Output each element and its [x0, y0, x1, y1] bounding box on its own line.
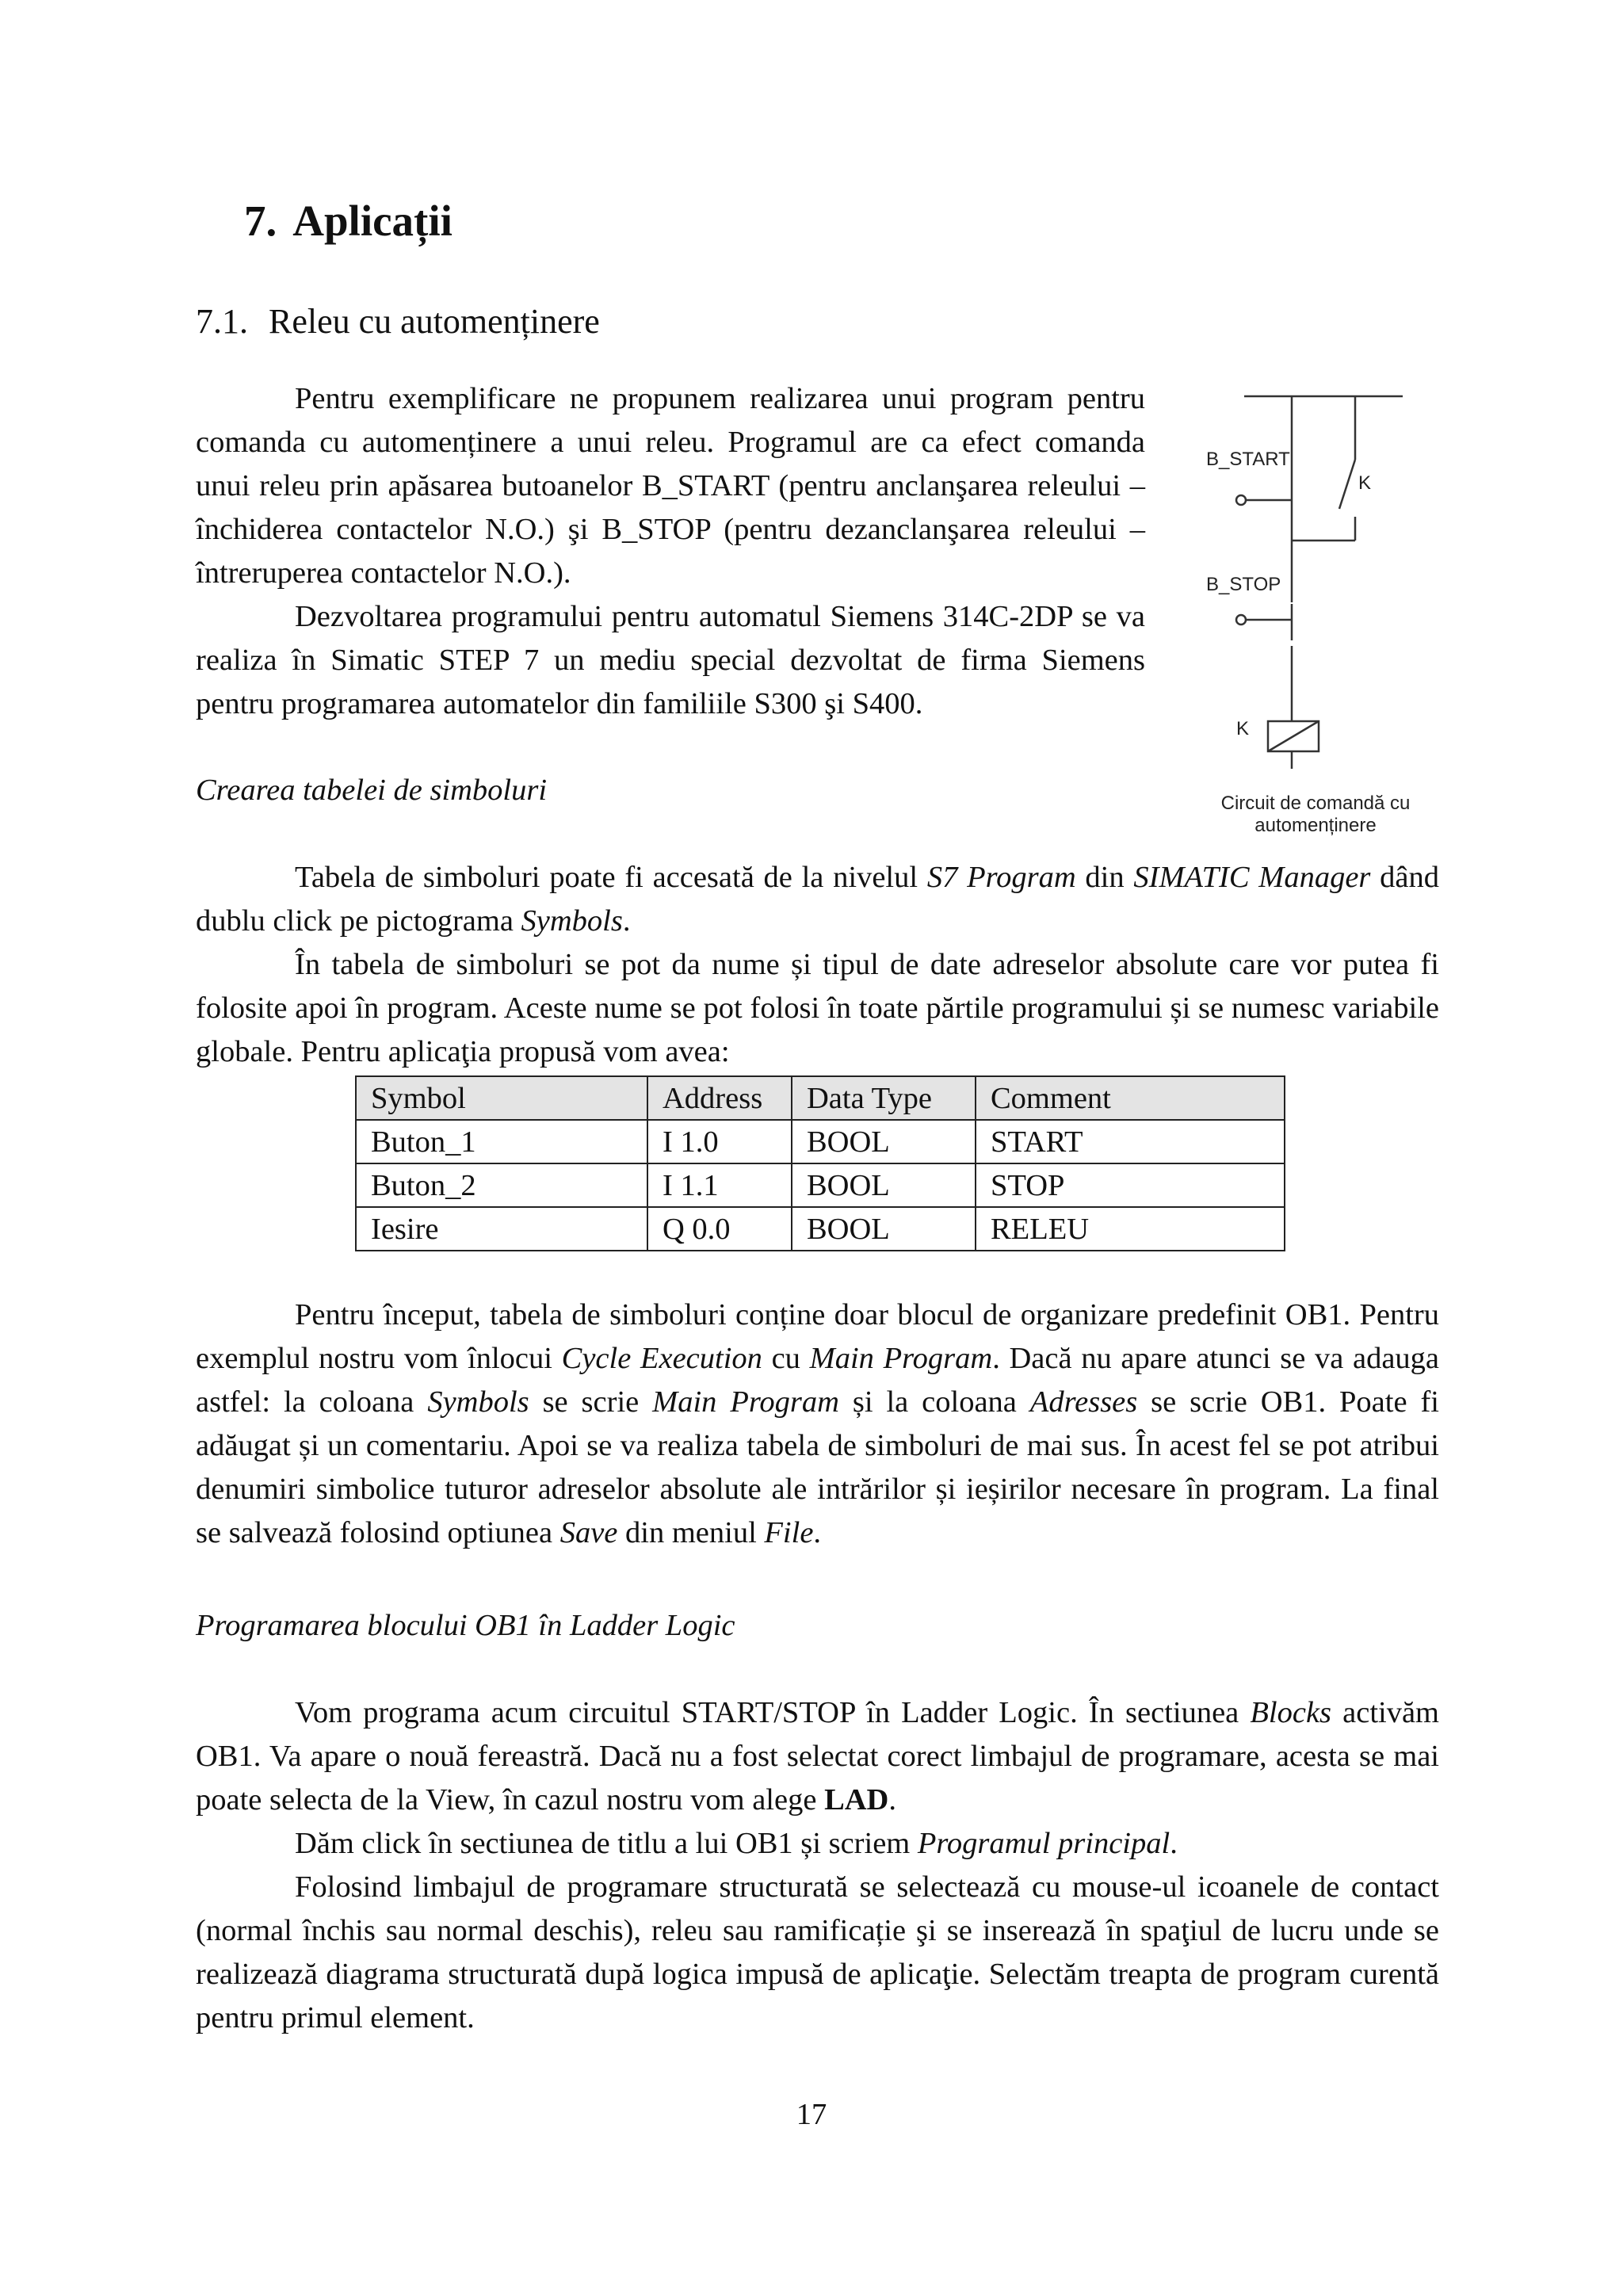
save-term: Save [559, 1516, 618, 1549]
cell-symbol: Iesire [356, 1207, 647, 1251]
start-contact-terminal [1236, 495, 1246, 505]
symbols-p1-part: din [1075, 861, 1134, 894]
cell-comment: RELEU [976, 1207, 1285, 1251]
header-comment: Comment [976, 1076, 1285, 1120]
k-contact-blade [1339, 460, 1355, 509]
table-row [356, 1120, 1285, 1163]
cell-comment: STOP [976, 1163, 1285, 1207]
ladder-paragraph-1 [196, 1691, 1439, 1822]
header-symbol: Symbol [356, 1076, 647, 1120]
symbol-table [355, 1075, 1285, 1251]
chapter-title: Aplicații [292, 197, 453, 245]
table-header-row [356, 1076, 1285, 1120]
b-start-label: B_START [1206, 449, 1290, 470]
chapter-number: 7. [244, 197, 277, 245]
text-run: Dăm click în sectiunea de titlu a lui OB1 și scriem [295, 1827, 918, 1860]
section-heading [196, 298, 600, 346]
cell-data-type: BOOL [792, 1120, 976, 1163]
cell-data-type: BOOL [792, 1207, 976, 1251]
ladder-text [196, 1691, 1439, 2040]
blocks-term: Blocks [1250, 1696, 1332, 1729]
after-table-paragraph [196, 1293, 1439, 1555]
adresses-column-term: Adresses [1029, 1385, 1138, 1419]
symbols-paragraph-2: În tabela de simboluri se pot da nume și tipul de date adreselor absolute care vor putea fi folosite apoi în program. Aceste nume se pot folosi în toate părtile programului și se numesc variabile globale. Pentru aplicaţia propusă vom avea: [196, 948, 1439, 1068]
intro-paragraph-1: Pentru exemplificare ne propunem realizarea unui program pentru comanda cu automenținere a unui releu. Programul are ca efect comanda unui releu prin apăsarea butoanelor B_START (pentru anclanşarea releului – închiderea contactelor N.O.) şi B_STOP (pentru dezanclanşarea releului – întreruperea contactelor N.O.). [196, 382, 1145, 590]
programul-principal-term: Programul principal [917, 1827, 1170, 1860]
cell-address: I 1.1 [647, 1163, 792, 1207]
b-stop-label: B_STOP [1206, 574, 1281, 595]
text-run: activăm OB1. Va apare o nouă fereastră. Dacă nu a fost selectat corect limbajul de programare, acesta se mai poate selecta de la View, în cazul nostru vom alege [196, 1696, 1439, 1817]
symbols-p1-part: Tabela de simboluri poate fi accesată de la nivelul [295, 861, 927, 894]
intro-paragraph-2: Dezvoltarea programului pentru automatul Siemens 314C-2DP se va realiza în Simatic STEP 7 un mediu special dezvoltat de firma Siemens pentru programarea automatelor din familiile S300 şi S400. [196, 600, 1145, 720]
text-run: Pentru început, tabela de simboluri conține doar blocul de organizare predefinit OB1. Pentru exemplul nostru vom înlocui [196, 1298, 1439, 1375]
text-run: se scrie [529, 1385, 653, 1419]
simatic-manager-term: SIMATIC Manager [1133, 861, 1371, 894]
symbols-p1-part: . [622, 904, 631, 938]
cell-address: I 1.0 [647, 1120, 792, 1163]
table-row [356, 1207, 1285, 1251]
file-term: File [764, 1516, 814, 1549]
subheading-ob1-ladder: Programarea blocului OB1 în Ladder Logic [196, 1609, 735, 1642]
cell-data-type: BOOL [792, 1163, 976, 1207]
symbols-column-term: Symbols [427, 1385, 529, 1419]
intro-text [196, 377, 1145, 726]
text-run: și la coloana [838, 1385, 1030, 1419]
cell-symbol: Buton_1 [356, 1120, 647, 1163]
lad-term: LAD [824, 1783, 889, 1817]
text-run: . Dacă nu apare atunci se va adauga astfel: la coloana [196, 1342, 1440, 1419]
page-number: 17 [796, 2098, 827, 2131]
section-number: 7.1. [196, 302, 248, 341]
header-data-type: Data Type [792, 1076, 976, 1120]
ladder-paragraph-3: Folosind limbajul de programare structurată se selectează cu mouse-ul icoanele de contact (normal închis sau normal deschis), releu sau ramificație şi se inserează în spaţiul de lucru unde se realizează diagrama structurată după logica impusă de aplicaţie. Selectăm treapta de program curentă pentru primul element. [196, 1870, 1439, 2034]
subheading-symbol-table: Crearea tabelei de simboluri [196, 774, 548, 807]
text-run: cu [762, 1342, 810, 1375]
figure-caption: Circuit de comandă cu automenținere [1220, 793, 1411, 836]
chapter-heading [244, 193, 453, 249]
s7-program-term: S7 Program [926, 861, 1076, 894]
text-run: Vom programa acum circuitul START/STOP în Ladder Logic. În sectiunea [295, 1696, 1251, 1729]
ladder-paragraph-2 [196, 1822, 1439, 1866]
symbols-term: Symbols [521, 904, 623, 938]
symbols-p1-part: dând dublu click pe pictograma [196, 861, 1439, 938]
control-circuit-figure [1189, 372, 1442, 848]
symbols-paragraph-1 [196, 856, 1439, 943]
k-coil-label: K [1236, 718, 1250, 739]
symbols-text [196, 856, 1439, 1074]
cell-symbol: Buton_2 [356, 1163, 647, 1207]
section-title: Releu cu automenținere [269, 302, 600, 341]
cell-comment: START [976, 1120, 1285, 1163]
stop-contact-terminal [1236, 615, 1246, 625]
after-table-text [196, 1293, 1439, 1555]
text-run: din meniul [617, 1516, 765, 1549]
main-program-term: Main Program [652, 1385, 839, 1419]
text-run: . [1170, 1827, 1178, 1860]
cell-address: Q 0.0 [647, 1207, 792, 1251]
cycle-execution-term: Cycle Execution [561, 1342, 762, 1375]
main-program-term: Main Program [809, 1342, 993, 1375]
text-run: se scrie OB1. Poate fi adăugat și un comentariu. Apoi se va realiza tabela de simboluri de mai sus. În acest fel se pot atribui denumiri simbolice tuturor adreselor absolute ale intrărilor și ieșirilor necesare în program. La final se salvează folosind optiunea [196, 1385, 1439, 1549]
text-run: . [888, 1783, 896, 1817]
text-run: . [813, 1516, 822, 1549]
table-row [356, 1163, 1285, 1207]
k-coil-diagonal [1268, 721, 1319, 751]
k-contact-label: K [1358, 472, 1372, 494]
header-address: Address [647, 1076, 792, 1120]
